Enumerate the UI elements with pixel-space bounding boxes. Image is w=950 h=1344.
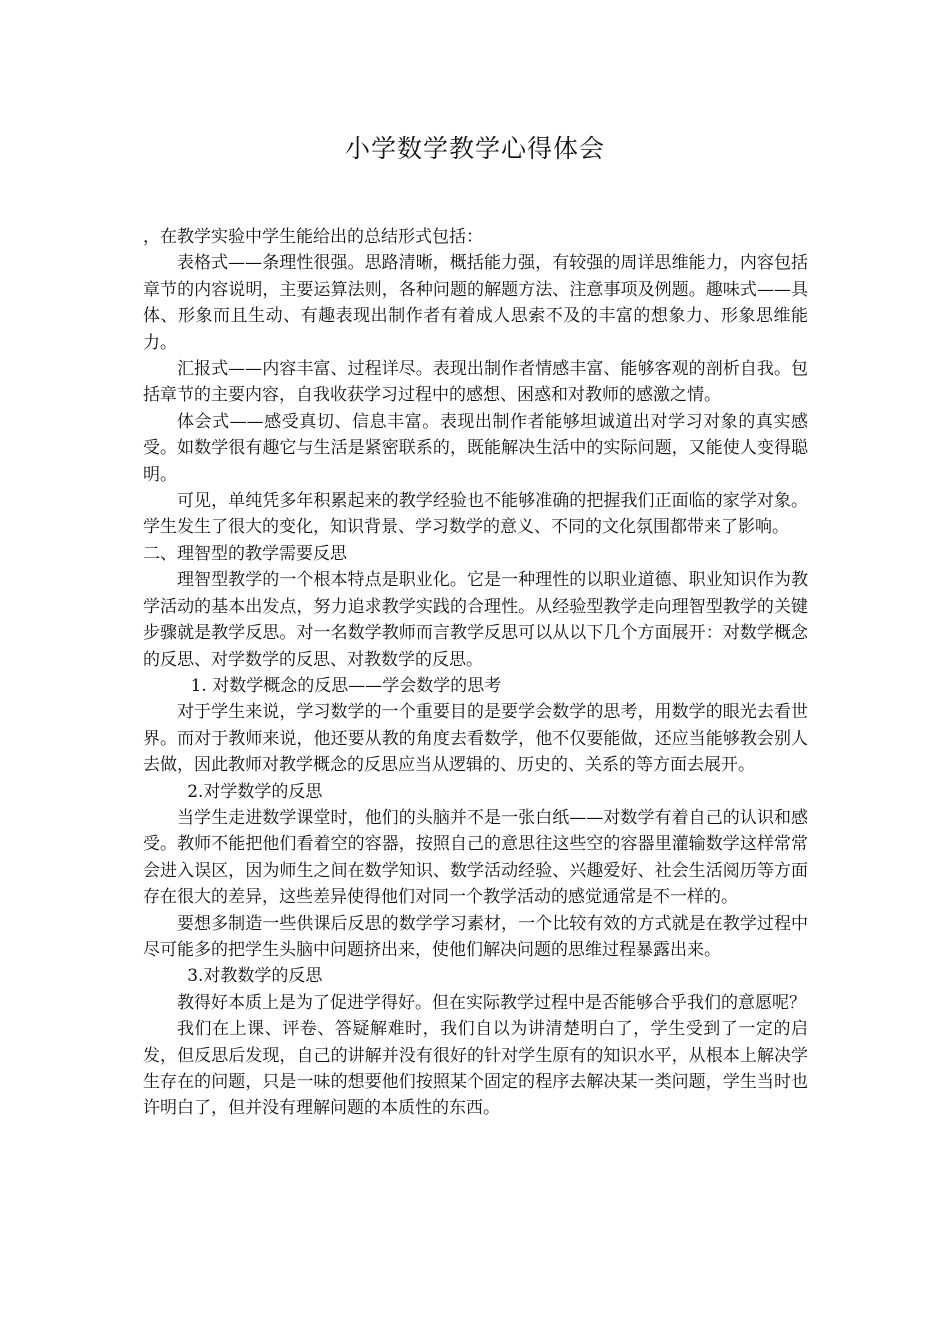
paragraph: 要想多制造一些供课后反思的数学学习素材，一个比较有效的方式就是在教学过程中尽可能多的把学生头脑中问题挤出来，使他们解决问题的思维过程暴露出来。 [143,913,808,960]
subsection-heading: 1. 对数学概念的反思——学会数学的思考 [190,675,502,696]
paragraph: 汇报式——内容丰富、过程详尽。表现出制作者情感丰富、能够客观的剖析自我。包括章节的主要内容，自我收获学习过程中的感想、困惑和对教师的感激之情。 [143,359,808,406]
paragraph: 体会式——感受真切、信息丰富。表现出制作者能够坦诚道出对学习对象的真实感受。如数学很有趣它与生活是紧密联系的，既能解决生活中的实际问题，又能使人变得聪明。 [143,411,808,485]
paragraph: 对于学生来说，学习数学的一个重要目的是要学会数学的思考，用数学的眼光去看世界。而对于教师来说，他还要从教的角度去看数学，他不仅要能做，还应当能够教会别人去做，因此教师对教学概念的反思应当从逻辑的、历史的、关系的等方面去展开。 [143,702,808,776]
subsection-heading: 2.对学数学的反思 [187,781,323,802]
paragraph: ，在教学实验中学生能给出的总结形式包括： [143,227,483,247]
paragraph: 当学生走进数学课堂时，他们的头脑并不是一张白纸——对数学有着自己的认识和感受。教师不能把他们看着空的容器，按照自己的意思往这些空的容器里灌输数学这样常常会进入误区，因为师生之间在数学知识、数学活动经验、兴趣爱好、社会生活阅历等方面存在很大的差异，这些差异使得他们对同一个教学活动的感觉通常是不一样的。 [143,807,808,908]
paragraph: 表格式——条理性很强。思路清晰，概括能力强，有较强的周详思维能力，内容包括章节的内容说明，主要运算法则，各种问题的解题方法、注意事项及例题。趣味式——具体、形象而且生动、有趣表现出制作者有着成人思索不及的丰富的想象力、形象思维能力。 [143,253,808,353]
subsection-heading: 3.对教数学的反思 [187,966,323,987]
section-heading: 二、理智型的教学需要反思 [143,543,347,564]
paragraph: 可见，单纯凭多年积累起来的教学经验也不能够准确的把握我们正面临的家学对象。学生发生了很大的变化，知识背景、学习数学的意义、不同的文化氛围都带来了影响。 [143,491,808,538]
document-title: 小学数学教学心得体会 [344,134,605,163]
paragraph: 理智型教学的一个根本特点是职业化。它是一种理性的以职业道德、职业知识作为教学活动的基本出发点，努力追求教学实践的合理性。从经验型教学走向理智型教学的关键步骤就是教学反思。对一名数学教师而言教学反思可以从以下几个方面展开：对数学概念的反思、对学数学的反思、对教数学的反思。 [143,570,808,670]
paragraph: 教得好本质上是为了促进学得好。但在实际教学过程中是否能够合乎我们的意愿呢？ [177,992,806,1013]
document-body [143,224,808,1122]
paragraph: 我们在上课、评卷、答疑解难时，我们自以为讲清楚明白了，学生受到了一定的启发，但反思后发现，自己的讲解并没有很好的针对学生原有的知识水平，从根本上解决学生存在的问题，只是一味的想要他们按照某个固定的程序去解决某一类问题，学生当时也许明白了，但并没有理解问题的本质性的东西。 [143,1019,808,1119]
